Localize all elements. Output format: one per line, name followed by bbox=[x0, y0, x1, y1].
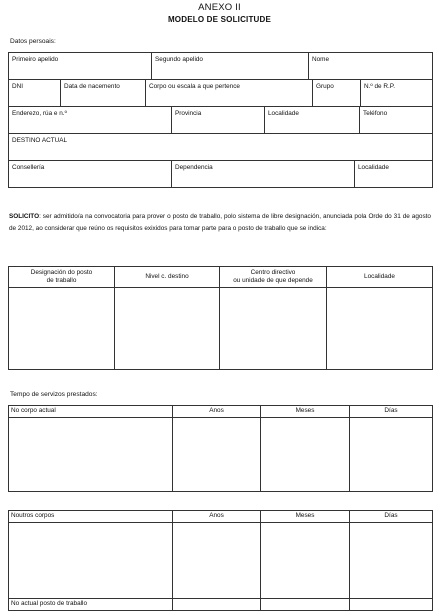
name-field[interactable]: Nome bbox=[309, 53, 433, 80]
post-locality-header: Localidade bbox=[327, 267, 433, 288]
department-field[interactable]: Consellería bbox=[9, 161, 172, 188]
personal-data-label: Datos persoais: bbox=[10, 38, 56, 45]
request-text: : ser admitido/a na convocatoria para prover o posto de traballo, polo sistema de libre designación, anunciada pola Orde do 31 de agosto de 2012, ao considerar que reúno os requisitos exixidos para tomar parte para o posto de traballo que se indica: bbox=[9, 213, 431, 233]
dni-field[interactable]: DNI bbox=[9, 80, 61, 107]
province-field[interactable]: Provincia bbox=[172, 107, 265, 134]
current-months-cell[interactable] bbox=[261, 418, 350, 492]
post-level-header: Nivel c. destino bbox=[115, 267, 220, 288]
other-bodies-header: Noutros corpos bbox=[9, 511, 173, 523]
destination-locality-field[interactable]: Localidade bbox=[355, 161, 433, 188]
annex-label: ANEXO II bbox=[198, 2, 241, 13]
current-years-cell[interactable] bbox=[173, 418, 261, 492]
current-post-months-cell[interactable] bbox=[261, 599, 350, 611]
request-paragraph bbox=[9, 211, 431, 235]
post-level-cell[interactable] bbox=[115, 288, 220, 370]
service-time-label: Tempo de servizos prestados: bbox=[10, 391, 98, 398]
first-surname-field[interactable]: Primeiro apelido bbox=[9, 53, 152, 80]
months-header: Meses bbox=[261, 406, 350, 418]
other-months-header: Meses bbox=[261, 511, 350, 523]
second-surname-field[interactable]: Segundo apelido bbox=[152, 53, 309, 80]
other-bodies-cell[interactable] bbox=[9, 523, 173, 599]
current-body-header: No corpo actual bbox=[9, 406, 173, 418]
request-keyword: SOLICITO bbox=[9, 213, 40, 220]
current-destination-label: DESTINO ACTUAL bbox=[9, 134, 433, 161]
address-field[interactable]: Enderezo, rúa e n.º bbox=[9, 107, 172, 134]
rp-number-field[interactable]: N.º de R.P. bbox=[361, 80, 433, 107]
days-header: Días bbox=[350, 406, 433, 418]
other-days-cell[interactable] bbox=[350, 523, 433, 599]
current-body-cell[interactable] bbox=[9, 418, 173, 492]
post-table bbox=[8, 266, 433, 370]
other-days-header: Días bbox=[350, 511, 433, 523]
phone-field[interactable]: Teléfono bbox=[360, 107, 433, 134]
current-days-cell[interactable] bbox=[350, 418, 433, 492]
form-title: MODELO DE SOLICITUDE bbox=[167, 15, 272, 24]
post-locality-cell[interactable] bbox=[327, 288, 433, 370]
group-field[interactable]: Grupo bbox=[313, 80, 361, 107]
post-designation-cell[interactable] bbox=[9, 288, 115, 370]
other-years-cell[interactable] bbox=[173, 523, 261, 599]
dependency-field[interactable]: Dependencia bbox=[172, 161, 355, 188]
personal-data-table bbox=[8, 52, 433, 188]
post-designation-header: Designación do posto de traballo bbox=[9, 267, 115, 288]
post-center-header: Centro directivo ou unidade de que depende bbox=[220, 267, 327, 288]
service-table-current bbox=[8, 405, 433, 492]
other-years-header: Anos bbox=[173, 511, 261, 523]
locality-field[interactable]: Localidade bbox=[265, 107, 360, 134]
birth-date-field[interactable]: Data de nacemento bbox=[61, 80, 146, 107]
service-table-other bbox=[8, 510, 433, 611]
other-months-cell[interactable] bbox=[261, 523, 350, 599]
years-header: Anos bbox=[173, 406, 261, 418]
body-scale-field[interactable]: Corpo ou escala a que pertence bbox=[146, 80, 313, 107]
current-post-label: No actual posto de traballo bbox=[9, 599, 173, 611]
current-post-years-cell[interactable] bbox=[173, 599, 261, 611]
current-post-days-cell[interactable] bbox=[350, 599, 433, 611]
post-center-cell[interactable] bbox=[220, 288, 327, 370]
